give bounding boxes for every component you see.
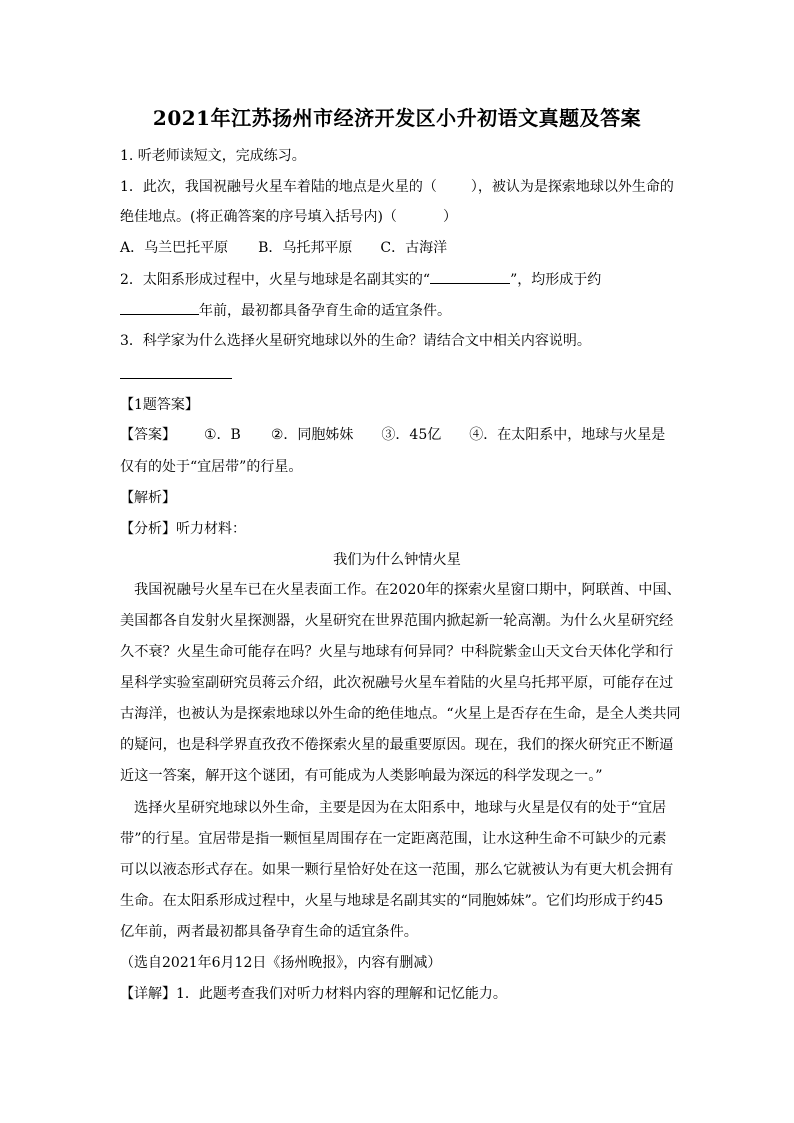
answer-line-2: 仅有的处于“宜居带”的行星。 — [120, 459, 303, 475]
option-c: C．古海洋 — [380, 240, 448, 256]
answer-3: ③．45亿 — [381, 427, 442, 443]
passage-p1-line: 久不衰？火星生命可能存在吗？火星与地球有何异同？中科院紫金山天文台天体化学和行 — [120, 644, 674, 660]
passage-source: （选自2021年6月12日《扬州晚报》，内容有删减） — [120, 955, 442, 971]
question-2-line-2 — [120, 300, 451, 321]
detail-explanation: 【详解】1．此题考查我们对听力材料内容的理解和记忆能力。 — [120, 986, 507, 1002]
passage-p2-line: 带”的行星。宜居带是指一颗恒星周围存在一定距离范围，让水这种生命不可缺少的元素 — [120, 831, 667, 847]
passage-p1-line: 近这一答案，解开这个谜团，有可能成为人类影响最为深远的科学发现之一。” — [120, 768, 603, 784]
question-1-text-b: ），被认为是探索地球以外生命的 — [470, 179, 674, 195]
question-1-line-2 — [120, 207, 457, 227]
question-1-text-a: 1．此次，我国祝融号火星车着陆的地点是火星的（ — [120, 179, 437, 195]
question-2-text-b: ”，均形成于约 — [510, 272, 602, 288]
passage-p1-line: 古海洋，也被认为是探索地球以外生命的绝佳地点。“火星上是否存在生命，是全人类共同 — [120, 706, 681, 722]
analysis-heading: 【解析】 — [120, 490, 176, 506]
answer-line[interactable] — [120, 378, 232, 379]
analysis-sub: 【分析】听力材料： — [120, 521, 246, 537]
passage-p2-line: 选择火星研究地球以外生命，主要是因为在太阳系中，地球与火星是仅有的处于“宜居 — [134, 800, 667, 816]
intro-instruction: 1. 听老师读短文，完成练习。 — [120, 148, 306, 164]
option-a: A．乌兰巴托平原 — [120, 240, 229, 256]
question-1-line-1 — [120, 177, 674, 197]
answer-4: ④．在太阳系中，地球与火星是 — [469, 427, 666, 443]
question-3: 3．科学家为什么选择火星研究地球以外的生命？请结合文中相关内容说明。 — [120, 333, 591, 349]
passage-p1-line: 我国祝融号火星车已在火星表面工作。在2020年的探索火星窗口期中，阿联酋、中国、 — [134, 582, 681, 598]
question-1-options — [120, 238, 447, 258]
passage-p1-line: 星科学实验室副研究员蒋云介绍，此次祝融号火星车着陆的火星乌托邦平原，可能存在过 — [120, 675, 674, 691]
answer-label: 【答案】 — [120, 427, 176, 443]
question-2-text-c: 年前，最初都具备孕育生命的适宜条件。 — [199, 303, 451, 319]
question-2-line-1 — [120, 269, 601, 290]
fill-blank[interactable] — [120, 300, 199, 315]
question-1-text-d: ） — [442, 209, 457, 225]
option-b: B．乌托邦平原 — [258, 240, 353, 256]
passage-title: 我们为什么钟情火星 — [333, 552, 461, 568]
document-title: 2021年江苏扬州市经济开发区小升初语文真题及答案 — [152, 106, 642, 130]
passage-p2-line: 亿年前，两者最初都具备孕育生命的适宜条件。 — [120, 924, 418, 940]
answer-1: ①．B — [204, 427, 241, 443]
question-1-text-c: 绝佳地点。(将正确答案的序号填入括号内)（ — [120, 209, 397, 225]
passage-p1-line: 的疑问，也是科学界直孜孜不倦探索火星的最重要原因。现在，我们的探火研究正不断逼 — [120, 737, 674, 753]
passage-p2-line: 生命。在太阳系形成过程中，火星与地球是名副其实的“同胞姊妹”。它们均形成于约45 — [120, 893, 664, 909]
passage-p2-line: 可以以液态形式存在。如果一颗行星恰好处在这一范围，那么它就被认为有更大机会拥有 — [120, 862, 674, 878]
answer-line-1 — [120, 425, 665, 445]
question-2-text-a: 2．太阳系形成过程中，火星与地球是名副其实的“ — [120, 272, 431, 288]
answer-2: ②．同胞姊妹 — [270, 427, 354, 443]
fill-blank[interactable] — [430, 269, 510, 284]
passage-p1-line: 美国都各自发射火星探测器，火星研究在世界范围内掀起新一轮高潮。为什么火星研究经 — [120, 613, 674, 629]
answer-heading: 【1题答案】 — [120, 397, 199, 413]
